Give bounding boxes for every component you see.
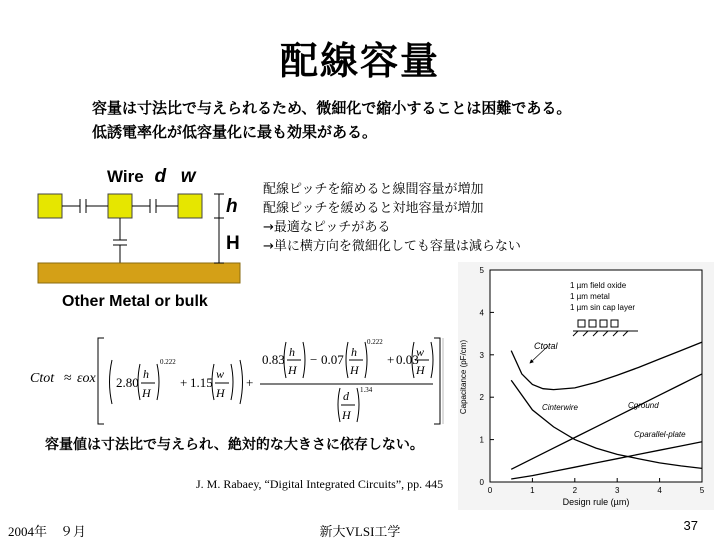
wire-center	[108, 194, 132, 218]
footer-course: 新大VLSI工学	[319, 524, 401, 539]
x-tick-label: 5	[699, 486, 705, 495]
x-tick-label: 4	[657, 486, 662, 495]
x-axis-label: Design rule (µm)	[562, 497, 630, 507]
y-tick-label: 1	[479, 435, 484, 445]
formula-c5: 0.03	[396, 352, 419, 367]
formula-approx: ≈	[64, 371, 72, 386]
legend-item-2: 1 µm metal	[570, 292, 610, 301]
legend-item-3: 1 µm sin cap layer	[570, 303, 636, 312]
wire-label: Wire	[107, 167, 144, 186]
formula-w2: w	[416, 345, 425, 359]
formula-c1: 2.80	[116, 375, 139, 390]
formula-c2: 1.15	[190, 375, 213, 390]
formula-H4: H	[350, 363, 359, 377]
formula-minus: −	[310, 352, 318, 367]
y-tick-label: 2	[479, 393, 484, 403]
x-tick-label: 2	[572, 486, 578, 495]
series-label-cparallel: Cparallel-plate	[634, 430, 686, 439]
formula-lhs: Ctot	[30, 371, 55, 386]
formula-H2: H	[216, 386, 225, 400]
d-label: d	[154, 166, 167, 187]
reference: J. M. Rabaey, “Digital Integrated Circuits”, pp. 445	[196, 477, 444, 491]
y-tick-label: 5	[479, 266, 484, 275]
formula-exp3: 1.34	[360, 386, 373, 394]
formula-plus2: +	[246, 375, 254, 390]
y-tick-label: 3	[479, 350, 484, 360]
note-3: →最適なピッチがある	[263, 220, 391, 235]
formula-h1: h	[143, 367, 149, 381]
series-label-cground: Cground	[628, 401, 659, 410]
formula-h3: h	[351, 345, 357, 359]
legend-item-1: 1 µm field oxide	[570, 281, 627, 290]
x-tick-label: 0	[487, 486, 493, 495]
formula-factor: εox	[77, 371, 96, 386]
formula-h2: h	[289, 345, 295, 359]
capacitance-chart	[458, 262, 714, 510]
formula-exp2: 0.222	[367, 338, 383, 346]
note-2: 配線ピッチを緩めると対地容量が増加	[263, 201, 484, 216]
y-tick-label: 0	[479, 478, 484, 487]
formula-w1: w	[216, 367, 225, 381]
intro-line-1: 容量は寸法比で与えられるため、微細化で縮小することは困難である。	[92, 99, 572, 117]
h-label: h	[226, 196, 238, 217]
capacitance-formula	[30, 328, 460, 428]
series-label-cinterwire: Cinterwire	[542, 403, 579, 412]
slide-title: 配線容量	[279, 39, 440, 83]
formula-H6: H	[342, 408, 351, 422]
H-label: H	[226, 233, 240, 254]
wire-left	[38, 194, 62, 218]
wire-right	[178, 194, 202, 218]
formula-H3: H	[288, 363, 297, 377]
series-label-ctotal: Ctotal	[534, 341, 558, 351]
x-tick-label: 3	[614, 486, 620, 495]
page-number: 37	[683, 518, 698, 533]
formula-exp1: 0.222	[160, 358, 176, 366]
wire-labels	[107, 166, 196, 188]
w-label: w	[180, 166, 196, 187]
formula-H1: H	[142, 386, 151, 400]
note-4: →単に横方向を微細化しても容量は減らない	[263, 239, 521, 254]
y-axis-label: Capacitance (pF/cm)	[459, 339, 468, 415]
bulk-plate	[38, 263, 240, 283]
x-tick-label: 1	[530, 486, 535, 495]
y-tick-label: 4	[479, 308, 484, 318]
bulk-label: Other Metal or bulk	[62, 293, 208, 310]
formula-c3: 0.83	[262, 352, 285, 367]
plot-area	[490, 270, 702, 482]
formula-plus3: +	[387, 352, 395, 367]
intro-line-2: 低誘電率化が低容量化に最も効果がある。	[92, 123, 378, 141]
intro-text	[92, 96, 571, 144]
date: 2004年 ９月	[8, 524, 87, 539]
formula-d: d	[343, 389, 349, 403]
formula-c4: 0.07	[321, 352, 344, 367]
formula-plus1: +	[180, 375, 188, 390]
summary-text: 容量値は寸法比で与えられ、絶対的な大きさに依存しない。	[45, 437, 424, 453]
notes	[263, 180, 521, 256]
formula-H5: H	[416, 363, 425, 377]
note-1: 配線ピッチを縮めると線間容量が増加	[263, 182, 484, 197]
